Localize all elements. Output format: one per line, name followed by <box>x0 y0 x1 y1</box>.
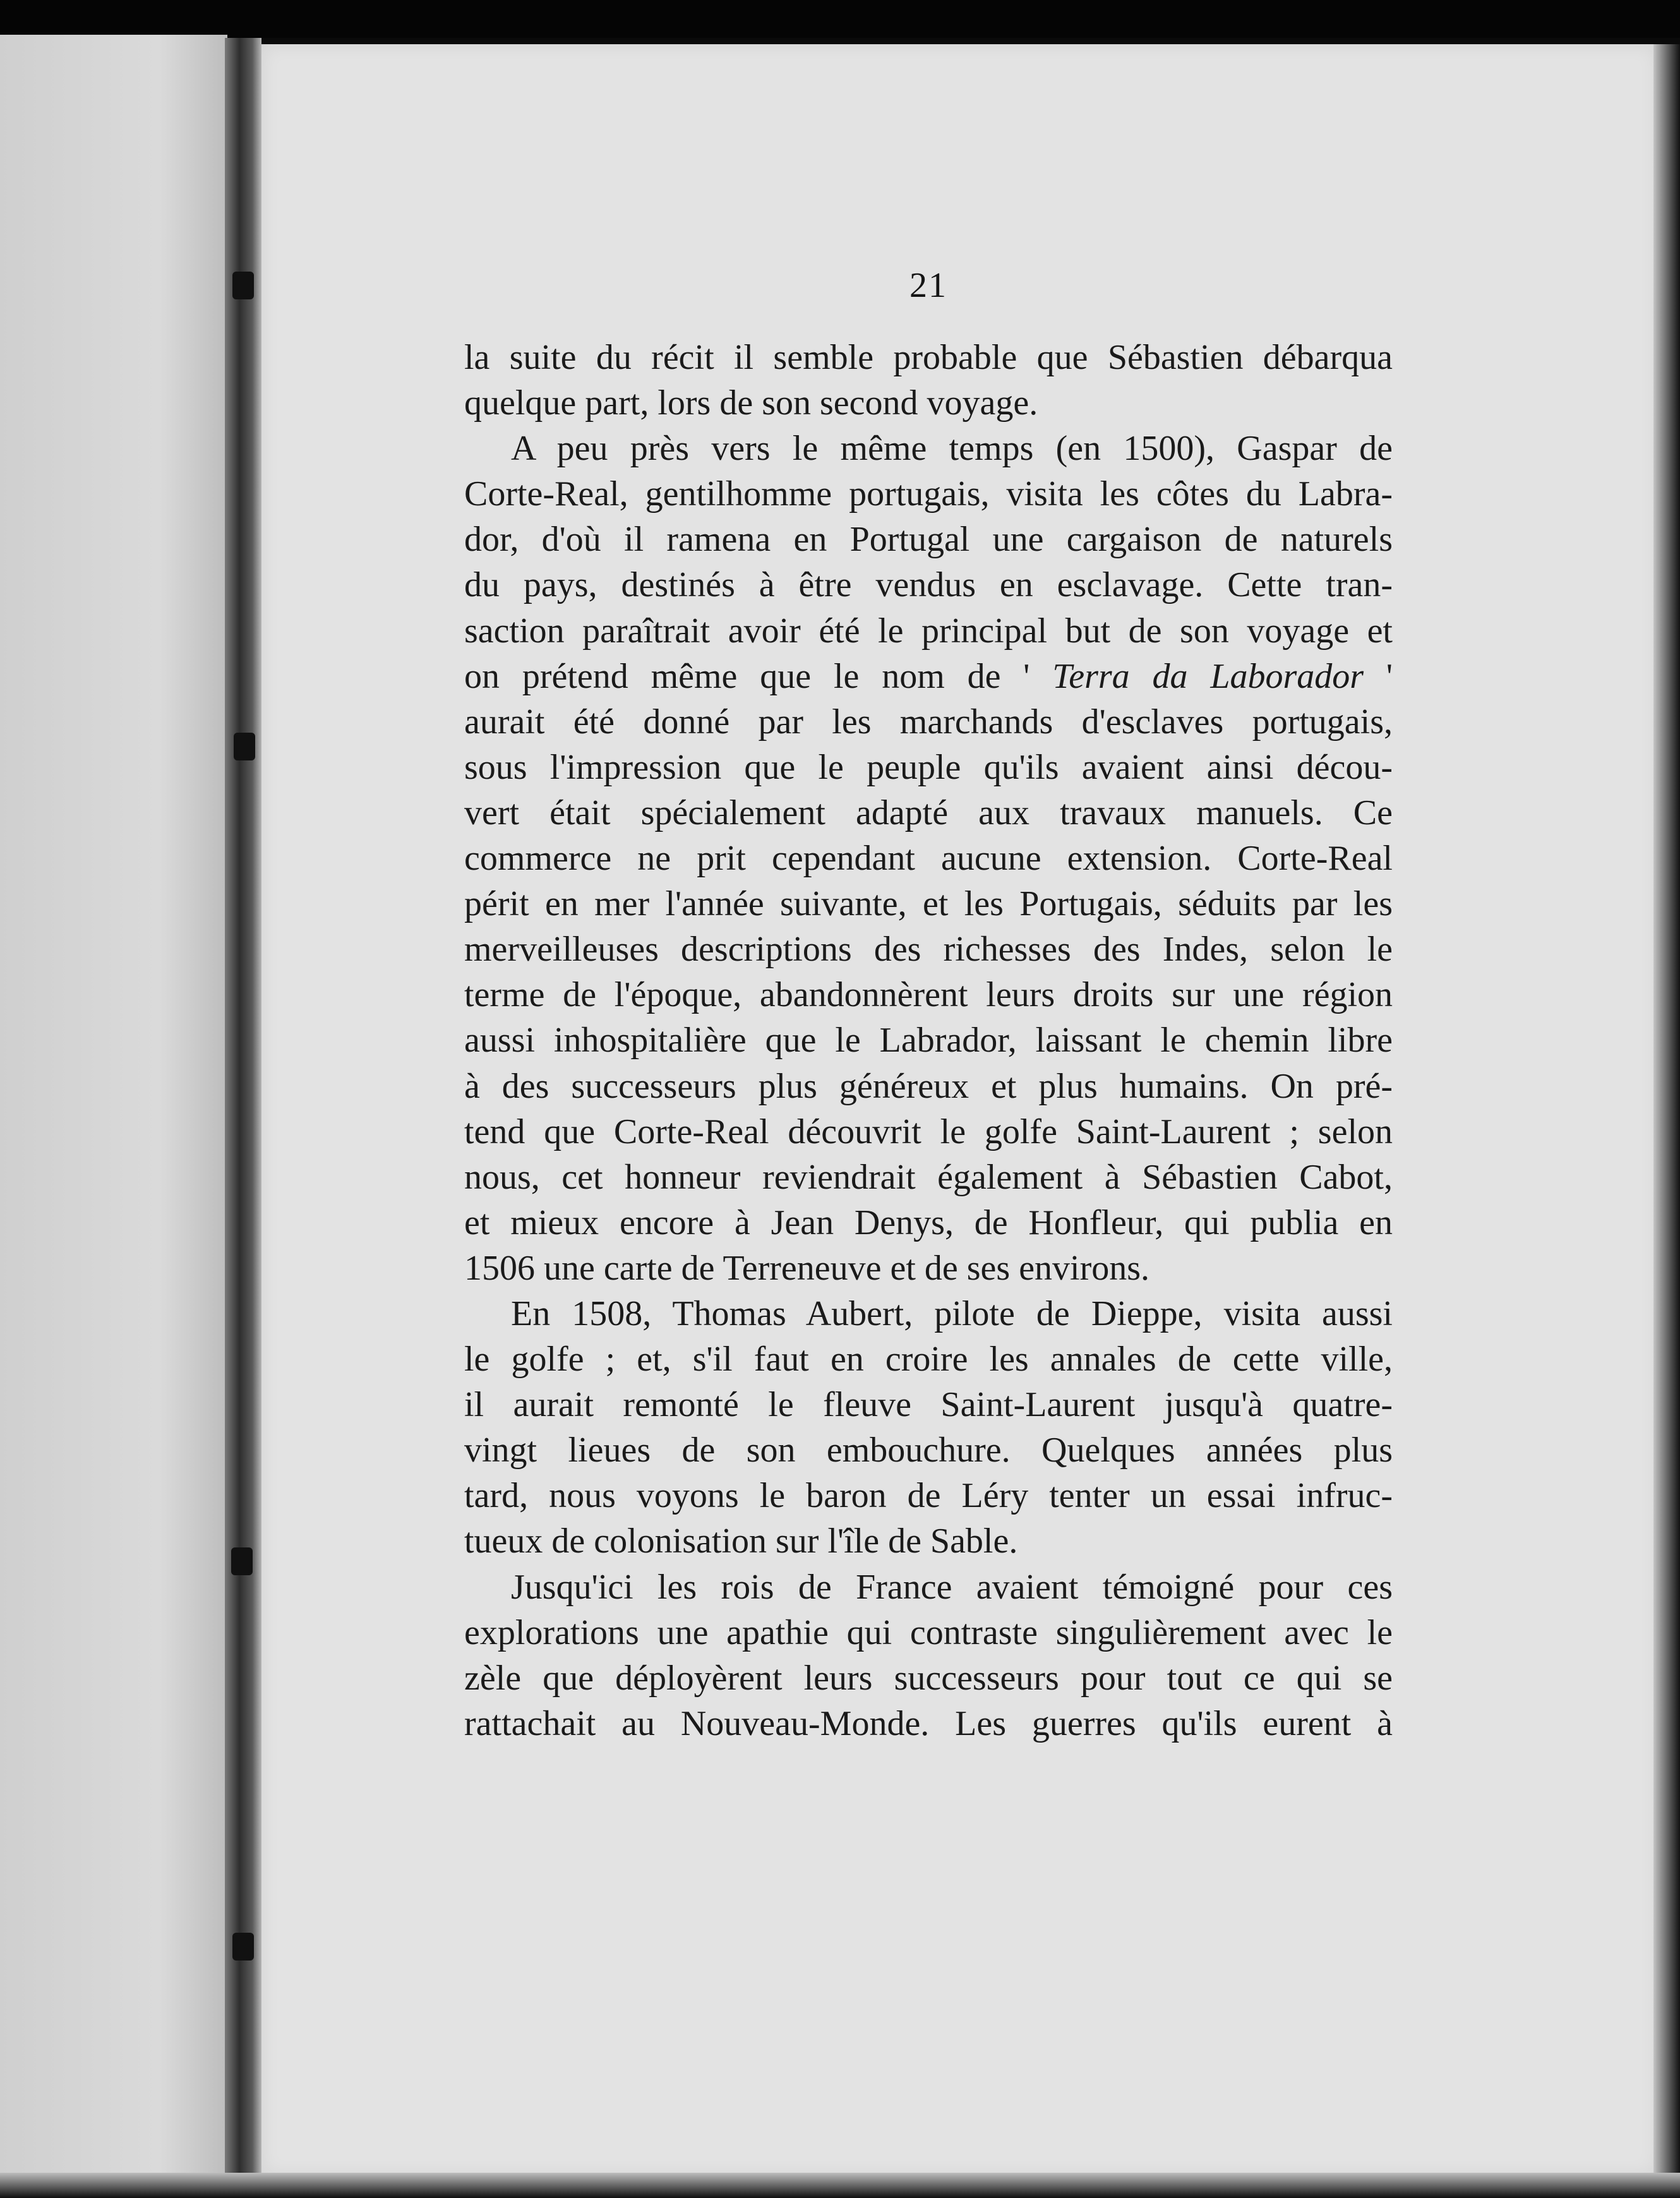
text-line: explorations une apathie qui contraste singulièrement avec le <box>464 1612 1393 1652</box>
binding-stitch <box>231 1547 253 1575</box>
binding-stitch <box>232 1933 254 1961</box>
page-right-edge <box>1653 44 1680 2198</box>
body-text <box>464 335 1393 1746</box>
text-line: merveilleuses descriptions des richesses des Indes, selon le <box>464 930 1393 970</box>
paragraph <box>464 1564 1393 1746</box>
text-line: il aurait remonté le fleuve Saint-Laurent jusqu'à quatre- <box>464 1385 1393 1425</box>
text-line-with-italic: on prétend même que le nom de ' Terra da Laborador ' <box>464 656 1393 696</box>
text-line: le golfe ; et, s'il faut en croire les annales de cette ville, <box>464 1340 1393 1379</box>
page-bottom-edge <box>0 2173 1680 2198</box>
page-number: 21 <box>909 266 947 305</box>
text-line: terme de l'époque, abandonnèrent leurs droits sur une région <box>464 975 1393 1015</box>
text-line: quelque part, lors de son second voyage. <box>464 383 1038 423</box>
paragraph <box>464 335 1393 426</box>
text-line: tard, nous voyons le baron de Léry tenter un essai infruc- <box>464 1476 1393 1516</box>
text-line: aurait été donné par les marchands d'esclaves portugais, <box>464 702 1393 742</box>
text-line: aussi inhospitalière que le Labrador, laissant le chemin libre <box>464 1021 1393 1060</box>
text-line: rattachait au Nouveau-Monde. Les guerres qu'ils eurent à <box>464 1703 1393 1743</box>
book-gutter <box>225 38 261 2176</box>
italic-name: Terra da Laborador <box>1052 656 1364 696</box>
paragraph <box>464 1291 1393 1564</box>
text-line: 1506 une carte de Terreneuve et de ses environs. <box>464 1248 1150 1288</box>
text-line: vert était spécialement adapté aux travaux manuels. Ce <box>464 793 1393 832</box>
text-line: à des successeurs plus généreux et plus humains. On pré- <box>464 1066 1393 1106</box>
binding-stitch <box>234 733 255 760</box>
text-line: la suite du récit il semble probable que Sébastien débarqua <box>464 338 1393 377</box>
text-line: dor, d'où il ramena en Portugal une cargaison de naturels <box>464 520 1393 560</box>
text-line: zèle que déployèrent leurs successeurs pour tout ce qui se <box>464 1658 1393 1698</box>
binding-stitch <box>232 272 254 299</box>
text-line: Corte-Real, gentilhomme portugais, visita les côtes du Labra- <box>464 474 1393 514</box>
text-line: nous, cet honneur reviendrait également à Sébastien Cabot, <box>464 1157 1393 1197</box>
paragraph <box>464 426 1393 1291</box>
left-page-edge <box>0 35 227 2176</box>
text-line: et mieux encore à Jean Denys, de Honfleur, qui publia en <box>464 1203 1393 1242</box>
text-line: périt en mer l'année suivante, et les Portugais, séduits par les <box>464 884 1393 924</box>
text-line: A peu près vers le même temps (en 1500), Gaspar de <box>511 429 1393 469</box>
text-line: Jusqu'ici les rois de France avaient témoigné pour ces <box>511 1567 1393 1607</box>
text-line: sous l'impression que le peuple qu'ils avaient ainsi décou- <box>464 747 1393 787</box>
text-line: tueux de colonisation sur l'île de Sable. <box>464 1522 1018 1561</box>
text-line: tend que Corte-Real découvrit le golfe Saint-Laurent ; selon <box>464 1112 1393 1151</box>
text-line: saction paraîtrait avoir été le principal but de son voyage et <box>464 611 1393 651</box>
scan-top-border <box>0 0 1680 38</box>
text-line: commerce ne prit cependant aucune extension. Corte-Real <box>464 839 1393 879</box>
text-line: En 1508, Thomas Aubert, pilote de Dieppe, visita aussi <box>511 1294 1393 1333</box>
text-line: vingt lieues de son embouchure. Quelques années plus <box>464 1431 1393 1470</box>
text-line: du pays, destinés à être vendus en esclavage. Cette tran- <box>464 565 1393 605</box>
